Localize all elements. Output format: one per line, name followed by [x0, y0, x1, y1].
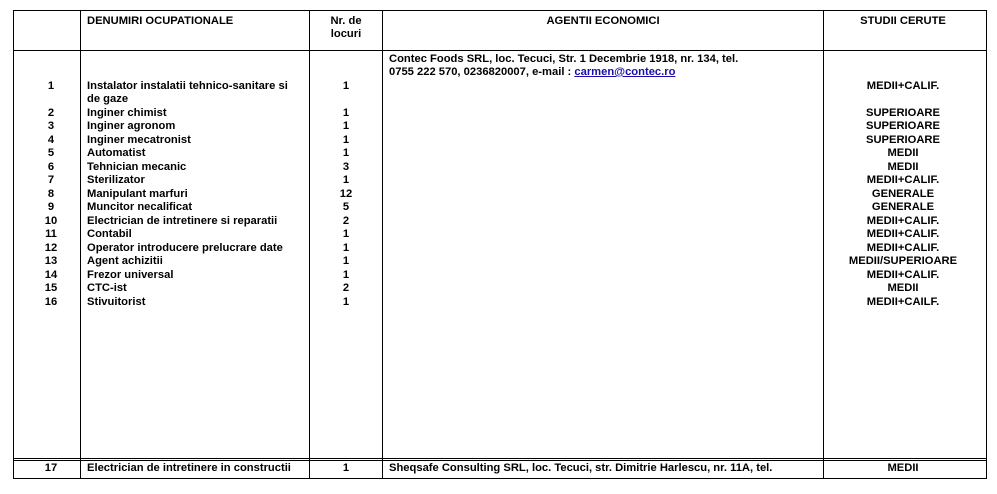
row-count: 1 — [342, 228, 350, 240]
col-border-3 — [382, 10, 383, 479]
header-studies: STUDII CERUTE — [860, 15, 946, 27]
row-nr: 4 — [47, 134, 55, 146]
row-studies: MEDII+CALIF. — [866, 242, 940, 254]
col-border-right — [986, 10, 987, 479]
row-count: 1 — [342, 120, 350, 132]
row-count: 3 — [342, 161, 350, 173]
row-studies: MEDII+CALIF. — [866, 215, 940, 227]
row17-name: Electrician de intretinere in constructii — [87, 462, 291, 474]
row-count: 1 — [342, 242, 350, 254]
row-name: Contabil — [87, 228, 132, 240]
row-studies: MEDII+CALIF. — [866, 269, 940, 281]
row-nr: 15 — [44, 282, 58, 294]
row-studies: MEDII — [887, 161, 919, 173]
row-studies: MEDII — [887, 147, 919, 159]
header-count-line1: Nr. de — [330, 15, 362, 27]
row-name: Inginer mecatronist — [87, 134, 191, 146]
agent1-phones: 0755 222 570, 0236820007, e-mail : — [389, 66, 575, 78]
row-count: 1 — [342, 269, 350, 281]
row-nr: 14 — [44, 269, 58, 281]
row-name: Agent achizitii — [87, 255, 163, 267]
row-studies: GENERALE — [871, 201, 935, 213]
row-studies: MEDII+CAILF. — [866, 296, 940, 308]
row-nr: 16 — [44, 296, 58, 308]
row-studies: MEDII/SUPERIOARE — [848, 255, 958, 267]
table-bottom-border — [13, 478, 987, 479]
row-studies: MEDII — [887, 282, 919, 294]
col-border-left — [13, 10, 14, 479]
row-nr: 5 — [47, 147, 55, 159]
row-name: Instalator instalatii tehnico-sanitare si — [87, 80, 288, 92]
row-name: Tehnician mecanic — [87, 161, 187, 173]
row-nr: 3 — [47, 120, 55, 132]
agent1-line1: Contec Foods SRL, loc. Tecuci, Str. 1 Decembrie 1918, nr. 134, tel. — [389, 53, 739, 65]
row-count: 1 — [342, 255, 350, 267]
row-name: Sterilizator — [87, 174, 145, 186]
agent1-line2 — [389, 66, 675, 79]
row-count: 1 — [342, 147, 350, 159]
row-nr: 2 — [47, 107, 55, 119]
row-name: Operator introducere prelucrare date — [87, 242, 283, 254]
row-count: 1 — [342, 80, 350, 92]
col-border-1 — [80, 10, 81, 479]
row-name: Electrician de intretinere si reparatii — [87, 215, 278, 227]
row-count: 1 — [342, 107, 350, 119]
row-nr: 9 — [47, 201, 55, 213]
row-studies: SUPERIOARE — [866, 107, 940, 119]
row-count: 1 — [342, 296, 350, 308]
row-name-cont: de gaze — [87, 93, 129, 105]
row-nr: 13 — [44, 255, 58, 267]
row-name: Frezor universal — [87, 269, 174, 281]
row-name: Automatist — [87, 147, 146, 159]
header-name: DENUMIRI OCUPATIONALE — [87, 15, 234, 27]
row-studies: SUPERIOARE — [866, 120, 940, 132]
row-nr: 11 — [45, 228, 57, 240]
row-name: Stivuitorist — [87, 296, 146, 308]
row-studies: MEDII+CALIF. — [866, 228, 940, 240]
row-name: CTC-ist — [87, 282, 127, 294]
row-studies: MEDII+CALIF. — [866, 80, 940, 92]
row-nr: 6 — [47, 161, 55, 173]
row-studies: GENERALE — [871, 188, 935, 200]
row-studies: MEDII+CALIF. — [866, 174, 940, 186]
row-nr: 12 — [44, 242, 58, 254]
row17-agent: Sheqsafe Consulting SRL, loc. Tecuci, str. Dimitrie Harlescu, nr. 11A, tel. — [389, 462, 773, 474]
row17-nr: 17 — [44, 462, 58, 474]
agent1-email-link[interactable]: carmen@contec.ro — [574, 66, 676, 78]
row-count: 12 — [339, 188, 353, 200]
row-studies: SUPERIOARE — [866, 134, 940, 146]
row-nr: 10 — [44, 215, 58, 227]
row-nr: 1 — [47, 80, 55, 92]
header-count-line2: locuri — [330, 28, 362, 40]
header-agents: AGENTII ECONOMICI — [546, 15, 660, 27]
row-nr: 8 — [47, 188, 55, 200]
row17-inner-border — [13, 460, 987, 461]
row-count: 1 — [342, 174, 350, 186]
row-count: 5 — [342, 201, 350, 213]
row17-studies: MEDII — [887, 462, 919, 474]
row-name: Muncitor necalificat — [87, 201, 193, 213]
row-name: Manipulant marfuri — [87, 188, 188, 200]
row-count: 1 — [342, 134, 350, 146]
row17-count: 1 — [342, 462, 350, 474]
row-count: 2 — [342, 215, 350, 227]
table-top-border — [13, 10, 987, 11]
row17-top-border — [13, 458, 987, 459]
row-name: Inginer agronom — [87, 120, 176, 132]
row-nr: 7 — [47, 174, 55, 186]
row-name: Inginer chimist — [87, 107, 167, 119]
row-count: 2 — [342, 282, 350, 294]
header-bottom-border — [13, 50, 987, 51]
